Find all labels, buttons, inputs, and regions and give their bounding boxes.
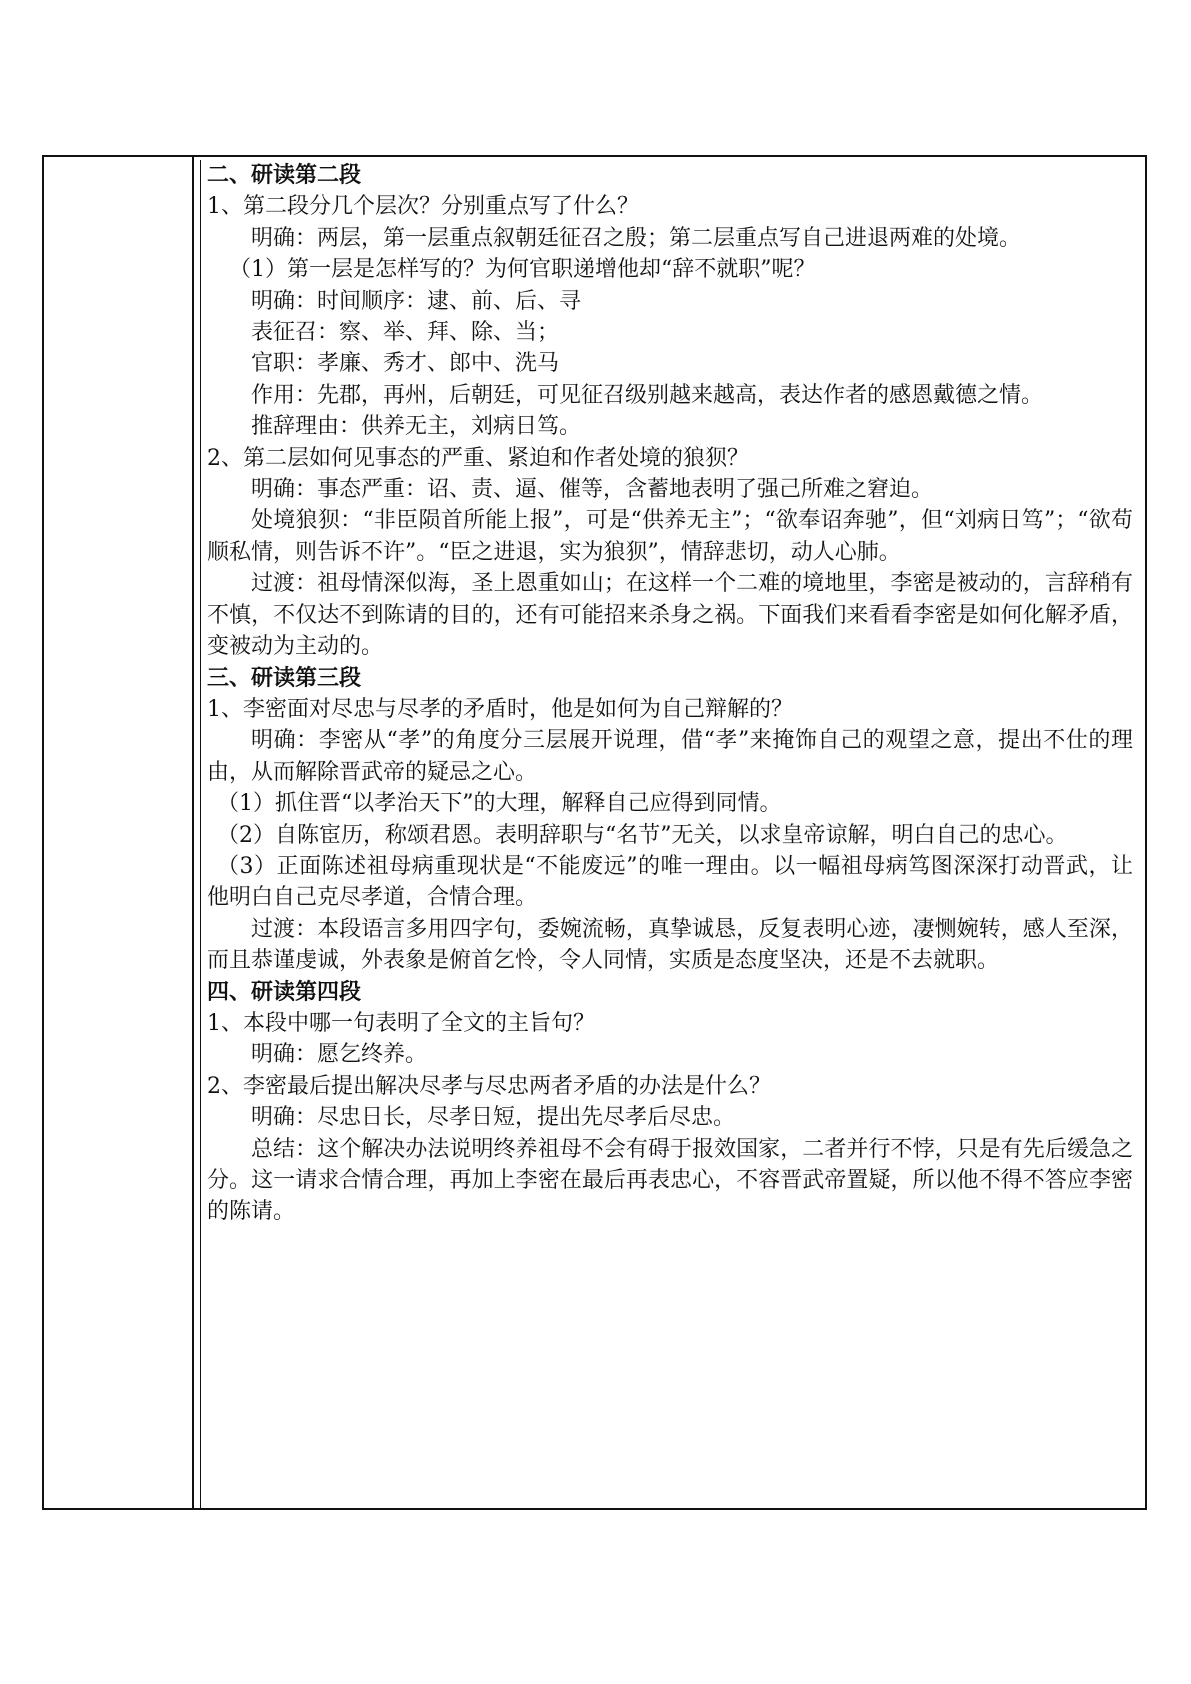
section-heading: 四、研读第四段 [207,978,362,1005]
section-heading: 二、研读第二段 [207,162,362,188]
answer-line: 明确：事态严重：诏、责、逼、催等，含蓄地表明了强己所难之窘迫。 [251,477,934,503]
table-content-cell [200,160,1145,1508]
answer-line: 官职：孝廉、秀才、郎中、洗马 [251,351,560,377]
paragraph: 总结：这个解决办法说明终养祖母不会有碍于报效国家，二者并行不悖，只是有先后缓急之分。这一请求合情合理，再加上李密在最后再表忠心，不容晋武帝置疑，所以他不得不答应李密的陈请。 [207,1136,1133,1225]
question-line: 1、本段中哪一句表明了全文的主旨句？ [207,1010,595,1036]
table-left-column [44,157,194,1508]
paragraph: 明确：李密从“孝”的角度分三层展开说理，借“孝”来掩饰自己的观望之意，提出不仕的理由，从而解除晋武帝的疑忌之心。 [207,728,1133,785]
question-line: 1、李密面对尽忠与尽孝的矛盾时，他是如何为自己辩解的？ [207,696,793,722]
answer-line: 推辞理由：供养无主，刘病日笃。 [251,414,582,440]
lesson-content [207,160,1133,1228]
answer-line: 明确：两层，第一层重点叙朝廷征召之殷；第二层重点写自己进退两难的处境。 [251,225,1022,251]
list-item-paragraph: （2）自陈宦历，称颂君恩。表明辞职与“名节”无关，以求皇帝谅解，明白自己的忠心。 [217,822,1068,848]
answer-line: 明确：愿乞终养。 [251,1042,428,1068]
answer-line: 表征召：察、举、拜、除、当； [251,320,560,346]
paragraph: 过渡：祖母情深似海，圣上恩重如山；在这样一个二难的境地里，李密是被动的，言辞稍有不慎，不仅达不到陈请的目的，还有可能招来杀身之祸。下面我们来看看李密是如何化解矛盾，变被动为主动的。 [207,571,1133,660]
sub-question-line: （1）第一层是怎样写的？为何官职递增他却“辞不就职”呢？ [229,257,816,283]
list-item-line: （1）抓住晋“以孝治天下”的大理，解释自己应得到同情。 [217,791,782,817]
question-line: 2、第二层如何见事态的严重、紧迫和作者处境的狼狈？ [207,445,749,471]
section-heading: 三、研读第三段 [207,664,362,691]
answer-line: 明确：时间顺序：逮、前、后、寻 [251,288,582,314]
list-item-paragraph: （3）正面陈述祖母病重现状是“不能废远”的唯一理由。以一幅祖母病笃图深深打动晋武，让他明白自己克尽孝道，合情合理。 [207,853,1133,911]
paragraph: 处境狼狈：“非臣陨首所能上报”，可是“供养无主”；“欲奉诏奔驰”，但“刘病日笃”；“欲苟顺私情，则告诉不许”。“臣之进退，实为狼狈”，情辞悲切，动人心肺。 [207,508,1133,565]
question-line: 1、第二段分几个层次？分别重点写了什么？ [207,194,639,220]
question-line: 2、李密最后提出解决尽孝与尽忠两者矛盾的办法是什么？ [207,1073,771,1099]
paragraph: 过渡：本段语言多用四字句，委婉流畅，真挚诚恳，反复表明心迹，凄恻婉转，感人至深，而且恭谨虔诚，外表象是俯首乞怜，令人同情，实质是态度坚决，还是不去就职。 [207,916,1133,974]
answer-line: 作用：先郡，再州，后朝廷，可见征召级别越来越高，表达作者的感恩戴德之情。 [251,382,1044,408]
answer-line: 明确：尽忠日长，尽孝日短，提出先尽孝后尽忠。 [251,1105,736,1131]
document-table [42,155,1147,1510]
